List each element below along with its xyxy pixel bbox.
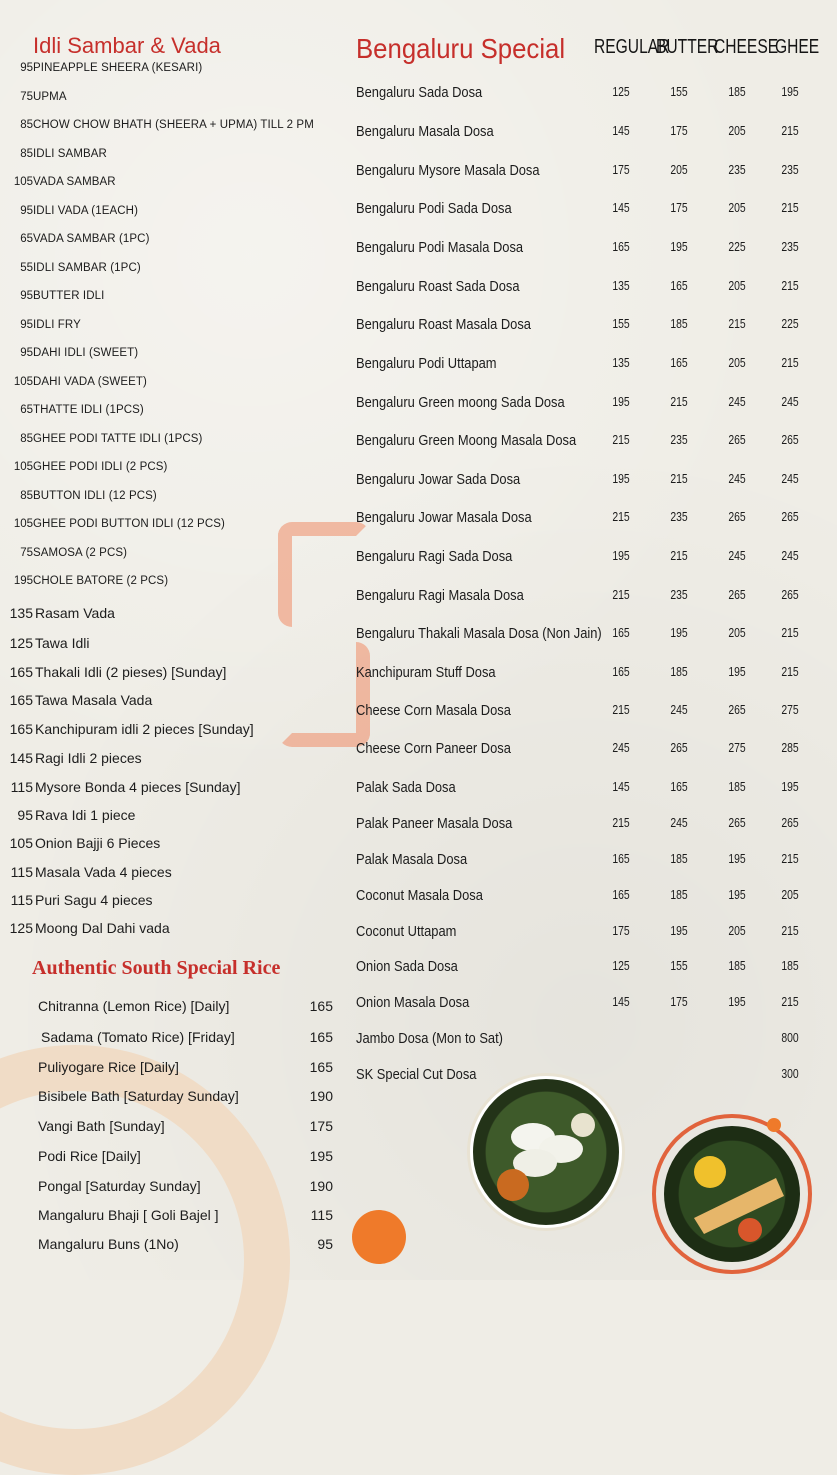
- dosa-name: Coconut Uttapam: [356, 923, 457, 940]
- item-price: 95: [20, 290, 33, 302]
- item-name: SAMOSA (2 PCS): [33, 546, 128, 559]
- item-price: 115: [10, 779, 33, 795]
- price-cell-regular: 215: [612, 509, 630, 524]
- price-cell-regular: 145: [612, 779, 630, 794]
- price-cell-ghee: 215: [781, 851, 799, 866]
- price-cell-ghee: 285: [781, 740, 799, 755]
- dosa-name: Onion Masala Dosa: [356, 994, 470, 1011]
- item-name: DAHI VADA (SWEET): [33, 375, 147, 388]
- list-item: [38, 998, 333, 1018]
- item-price: 75: [20, 90, 33, 103]
- price-cell-cheese: 245: [728, 471, 746, 486]
- table-row: [356, 923, 806, 945]
- price-cell-ghee: 215: [781, 664, 799, 679]
- dosa-name: Jambo Dosa (Mon to Sat): [356, 1030, 503, 1047]
- price-cell-regular: 125: [612, 958, 630, 973]
- price-cell-cheese: 265: [728, 702, 746, 717]
- item-name: Mysore Bonda 4 pieces [Sunday]: [35, 779, 241, 795]
- price-cell-ghee: 265: [781, 587, 799, 602]
- price-cell-butter: 175: [670, 994, 688, 1009]
- table-row: [356, 1030, 806, 1052]
- item-name: Masala Vada 4 pieces: [35, 864, 172, 880]
- price-cell-ghee: 215: [781, 355, 799, 370]
- price-cell-cheese: 195: [728, 887, 746, 902]
- item-price: 145: [9, 750, 33, 766]
- price-cell-butter: 235: [670, 587, 688, 602]
- price-cell-cheese: 205: [728, 625, 746, 640]
- dosa-name: Cheese Corn Masala Dosa: [356, 702, 511, 719]
- price-cell-regular: 145: [612, 994, 630, 1009]
- price-cell-cheese: 185: [728, 84, 746, 99]
- price-cell-butter: 155: [670, 958, 688, 973]
- item-price: 95: [17, 807, 33, 823]
- list-item: [38, 1178, 333, 1198]
- price-cell-ghee: 195: [781, 779, 799, 794]
- table-row: [356, 740, 806, 762]
- price-cell-regular: 165: [612, 664, 630, 679]
- price-cell-regular: 195: [612, 394, 630, 409]
- dosa-name: Bengaluru Jowar Sada Dosa: [356, 471, 521, 488]
- price-cell-cheese: 245: [728, 394, 746, 409]
- item-name: Sadama (Tomato Rice) [Friday]: [41, 1029, 235, 1045]
- item-price: 65: [20, 404, 33, 416]
- table-row: [356, 625, 806, 647]
- price-cell-cheese: 265: [728, 509, 746, 524]
- table-row: [356, 548, 806, 570]
- price-cell-regular: 165: [612, 625, 630, 640]
- column-header-cheese: CHEESE: [714, 36, 779, 58]
- price-cell-regular: 135: [612, 355, 630, 370]
- price-cell-butter: 185: [670, 316, 688, 331]
- dosa-name: Palak Sada Dosa: [356, 779, 456, 796]
- price-cell-regular: 165: [612, 887, 630, 902]
- price-cell-butter: 215: [670, 548, 688, 563]
- item-name: CHOLE BATORE (2 PCS): [33, 575, 169, 587]
- table-row: [356, 123, 806, 145]
- price-cell-ghee: 235: [781, 239, 799, 254]
- item-price: 95: [20, 318, 33, 331]
- item-name: Mangaluru Buns (1No): [38, 1236, 179, 1252]
- price-cell-regular: 215: [612, 432, 630, 447]
- item-name: UPMA: [33, 90, 67, 103]
- price-cell-regular: 125: [612, 84, 630, 99]
- price-cell-ghee: 195: [781, 84, 799, 99]
- item-price: 165: [309, 1029, 333, 1045]
- price-cell-butter: 265: [670, 740, 688, 755]
- item-name: CHOW CHOW BHATH (SHEERA + UPMA) TILL 2 PM: [33, 119, 314, 131]
- item-price: 115: [10, 892, 33, 908]
- dosa-name: Kanchipuram Stuff Dosa: [356, 664, 496, 681]
- price-cell-regular: 145: [612, 200, 630, 215]
- price-cell-ghee: 300: [781, 1066, 799, 1081]
- item-price: 115: [310, 1207, 333, 1223]
- item-name: GHEE PODI BUTTON IDLI (12 PCS): [33, 518, 225, 530]
- item-price: 95: [20, 347, 33, 359]
- idli-plate-image: [470, 1076, 622, 1228]
- item-name: Podi Rice [Daily]: [38, 1148, 141, 1164]
- price-cell-butter: 235: [670, 509, 688, 524]
- item-name: Onion Bajji 6 Pieces: [35, 835, 161, 851]
- item-name: IDLI SAMBAR (1PC): [33, 261, 141, 274]
- item-price: 165: [9, 692, 33, 708]
- price-cell-cheese: 195: [728, 994, 746, 1009]
- price-cell-butter: 215: [670, 394, 688, 409]
- item-name: IDLI FRY: [33, 318, 81, 331]
- price-cell-regular: 215: [612, 587, 630, 602]
- table-row: [356, 200, 806, 222]
- item-name: Mangaluru Bhaji [ Goli Bajel ]: [38, 1207, 219, 1223]
- price-cell-butter: 215: [670, 471, 688, 486]
- column-header-ghee: GHEE: [775, 36, 820, 58]
- price-cell-cheese: 235: [728, 162, 746, 177]
- dosa-name: Bengaluru Podi Uttapam: [356, 355, 497, 372]
- price-cell-butter: 165: [670, 779, 688, 794]
- price-cell-cheese: 195: [728, 664, 746, 679]
- dosa-name: Onion Sada Dosa: [356, 958, 458, 975]
- item-price: 175: [309, 1118, 333, 1134]
- dosa-name: Bengaluru Jowar Masala Dosa: [356, 509, 532, 526]
- item-price: 105: [13, 176, 33, 188]
- item-name: IDLI SAMBAR: [33, 147, 107, 160]
- price-cell-ghee: 215: [781, 123, 799, 138]
- price-cell-ghee: 205: [781, 887, 799, 902]
- item-price: 105: [13, 518, 33, 530]
- item-name: GHEE PODI IDLI (2 PCS): [33, 461, 168, 473]
- item-price: 95: [20, 62, 33, 74]
- price-cell-ghee: 265: [781, 509, 799, 524]
- item-price: 85: [20, 119, 33, 131]
- table-row: [356, 779, 806, 801]
- table-row: [356, 509, 806, 531]
- table-row: [356, 664, 806, 686]
- table-row: [356, 958, 806, 980]
- price-cell-butter: 195: [670, 923, 688, 938]
- table-row: [356, 471, 806, 493]
- list-item: [38, 1148, 333, 1168]
- dosa-name: Bengaluru Masala Dosa: [356, 123, 494, 140]
- price-cell-regular: 195: [612, 471, 630, 486]
- price-cell-regular: 135: [612, 278, 630, 293]
- item-price: 135: [9, 605, 33, 621]
- table-row: [356, 851, 806, 873]
- price-cell-butter: 185: [670, 851, 688, 866]
- item-name: PINEAPPLE SHEERA (KESARI): [33, 62, 203, 74]
- table-row: [356, 887, 806, 909]
- list-item: [38, 1207, 333, 1227]
- item-name: VADA SAMBAR (1PC): [33, 233, 150, 245]
- price-cell-ghee: 215: [781, 625, 799, 640]
- price-cell-ghee: 215: [781, 200, 799, 215]
- item-name: Pongal [Saturday Sunday]: [38, 1178, 201, 1194]
- price-cell-cheese: 215: [728, 316, 746, 331]
- price-cell-cheese: 195: [728, 851, 746, 866]
- item-price: 105: [13, 461, 33, 473]
- list-item: [38, 1088, 333, 1108]
- table-row: [356, 394, 806, 416]
- price-cell-butter: 205: [670, 162, 688, 177]
- price-cell-regular: 165: [612, 239, 630, 254]
- price-cell-cheese: 245: [728, 548, 746, 563]
- price-cell-butter: 175: [670, 200, 688, 215]
- list-item: [38, 1059, 333, 1079]
- item-price: 115: [10, 864, 33, 880]
- table-row: [356, 815, 806, 837]
- dosa-name: Bengaluru Sada Dosa: [356, 84, 483, 101]
- price-cell-ghee: 245: [781, 548, 799, 563]
- item-price: 105: [13, 375, 33, 388]
- dosa-name: Bengaluru Podi Masala Dosa: [356, 239, 524, 256]
- price-cell-cheese: 265: [728, 815, 746, 830]
- price-cell-regular: 175: [612, 923, 630, 938]
- table-row: [356, 316, 806, 338]
- item-price: 65: [20, 233, 33, 245]
- item-price: 85: [20, 147, 33, 160]
- column-header-butter: BUTTER: [656, 36, 719, 58]
- item-name: Tawa Masala Vada: [35, 692, 153, 708]
- price-cell-butter: 245: [670, 702, 688, 717]
- price-cell-cheese: 205: [728, 200, 746, 215]
- item-price: 75: [20, 546, 33, 559]
- price-cell-ghee: 215: [781, 994, 799, 1009]
- item-name: DAHI IDLI (SWEET): [33, 347, 139, 359]
- item-name: BUTTON IDLI (12 PCS): [33, 489, 157, 502]
- item-price: 190: [309, 1178, 333, 1194]
- item-name: Puri Sagu 4 pieces: [35, 892, 153, 908]
- item-price: 125: [9, 635, 33, 651]
- price-cell-cheese: 205: [728, 123, 746, 138]
- list-item: [38, 1236, 333, 1256]
- item-name: Rava Idi 1 piece: [35, 807, 136, 823]
- price-cell-regular: 175: [612, 162, 630, 177]
- price-cell-regular: 245: [612, 740, 630, 755]
- dosa-name: Palak Paneer Masala Dosa: [356, 815, 513, 832]
- price-cell-regular: 155: [612, 316, 630, 331]
- dosa-name: Cheese Corn Paneer Dosa: [356, 740, 511, 757]
- price-cell-butter: 185: [670, 887, 688, 902]
- price-cell-ghee: 245: [781, 471, 799, 486]
- price-cell-cheese: 225: [728, 239, 746, 254]
- list-item: [38, 1118, 333, 1138]
- table-row: [356, 432, 806, 454]
- table-row: [356, 702, 806, 724]
- column-header-regular: REGULAR: [594, 36, 670, 58]
- section-title-rice: Authentic South Special Rice: [32, 957, 281, 979]
- price-cell-regular: 215: [612, 702, 630, 717]
- table-row: [356, 587, 806, 609]
- price-cell-ghee: 265: [781, 815, 799, 830]
- price-cell-regular: 145: [612, 123, 630, 138]
- item-name: Vangi Bath [Sunday]: [38, 1118, 165, 1134]
- item-name: Moong Dal Dahi vada: [35, 920, 170, 936]
- table-row: [356, 355, 806, 377]
- decorative-small-dot: [767, 1118, 781, 1132]
- price-cell-cheese: 185: [728, 958, 746, 973]
- dosa-name: Bengaluru Green Moong Masala Dosa: [356, 432, 577, 449]
- item-price: 195: [13, 575, 33, 587]
- item-name: Tawa Idli: [35, 635, 90, 651]
- price-cell-ghee: 185: [781, 958, 799, 973]
- price-cell-butter: 195: [670, 239, 688, 254]
- price-cell-cheese: 205: [728, 923, 746, 938]
- item-price: 105: [9, 835, 33, 851]
- dosa-plate-image: [664, 1126, 800, 1262]
- dosa-name: Bengaluru Podi Sada Dosa: [356, 200, 512, 217]
- price-cell-ghee: 235: [781, 162, 799, 177]
- table-row: [356, 84, 806, 106]
- decorative-dot: [352, 1210, 406, 1264]
- dosa-name: Bengaluru Mysore Masala Dosa: [356, 162, 540, 179]
- price-cell-cheese: 205: [728, 355, 746, 370]
- dosa-name: Bengaluru Roast Masala Dosa: [356, 316, 531, 333]
- item-name: BUTTER IDLI: [33, 290, 105, 302]
- item-name: Chitranna (Lemon Rice) [Daily]: [38, 998, 230, 1014]
- dosa-name: Bengaluru Thakali Masala Dosa (Non Jain): [356, 625, 602, 642]
- price-cell-butter: 235: [670, 432, 688, 447]
- item-name: IDLI VADA (1EACH): [33, 204, 139, 217]
- price-cell-regular: 215: [612, 815, 630, 830]
- section-title-bengaluru: Bengaluru Special: [356, 33, 566, 64]
- price-cell-butter: 185: [670, 664, 688, 679]
- dosa-name: Coconut Masala Dosa: [356, 887, 483, 904]
- dosa-name: SK Special Cut Dosa: [356, 1066, 477, 1083]
- price-cell-butter: 175: [670, 123, 688, 138]
- price-cell-butter: 195: [670, 625, 688, 640]
- table-row: [356, 278, 806, 300]
- item-name: THATTE IDLI (1PCS): [33, 404, 144, 416]
- item-price: 190: [309, 1088, 333, 1104]
- price-cell-cheese: 265: [728, 587, 746, 602]
- item-name: Kanchipuram idli 2 pieces [Sunday]: [35, 721, 254, 737]
- price-cell-butter: 165: [670, 278, 688, 293]
- table-row: [356, 239, 806, 261]
- item-name: Puliyogare Rice [Daily]: [38, 1059, 179, 1075]
- item-price: 85: [20, 489, 33, 502]
- price-cell-cheese: 205: [728, 278, 746, 293]
- table-row: [356, 994, 806, 1016]
- dosa-name: Bengaluru Roast Sada Dosa: [356, 278, 520, 295]
- dosa-name: Bengaluru Green moong Sada Dosa: [356, 394, 565, 411]
- dosa-name: Bengaluru Ragi Masala Dosa: [356, 587, 524, 604]
- item-price: 165: [309, 998, 333, 1014]
- item-price: 125: [9, 920, 33, 936]
- item-price: 195: [309, 1148, 333, 1164]
- price-cell-cheese: 275: [728, 740, 746, 755]
- price-cell-butter: 165: [670, 355, 688, 370]
- item-price: 95: [317, 1236, 333, 1252]
- item-price: 55: [20, 261, 33, 274]
- price-cell-ghee: 800: [781, 1030, 799, 1045]
- price-cell-butter: 155: [670, 84, 688, 99]
- item-name: Rasam Vada: [35, 605, 115, 621]
- list-item: [38, 1029, 333, 1049]
- dosa-name: Bengaluru Ragi Sada Dosa: [356, 548, 513, 565]
- price-cell-cheese: 265: [728, 432, 746, 447]
- item-price: 95: [20, 204, 33, 217]
- price-cell-ghee: 275: [781, 702, 799, 717]
- price-cell-butter: 245: [670, 815, 688, 830]
- item-name: Ragi Idli 2 pieces: [35, 750, 142, 766]
- price-cell-ghee: 225: [781, 316, 799, 331]
- price-cell-regular: 195: [612, 548, 630, 563]
- price-cell-ghee: 215: [781, 923, 799, 938]
- item-price: 165: [309, 1059, 333, 1075]
- price-cell-regular: 165: [612, 851, 630, 866]
- item-name: Thakali Idli (2 pieses) [Sunday]: [35, 664, 227, 680]
- item-price: 85: [20, 432, 33, 445]
- price-cell-ghee: 265: [781, 432, 799, 447]
- table-row: [356, 1066, 806, 1088]
- price-cell-ghee: 215: [781, 278, 799, 293]
- price-cell-ghee: 245: [781, 394, 799, 409]
- item-price: 165: [9, 721, 33, 737]
- item-name: Bisibele Bath [Saturday Sunday]: [38, 1088, 239, 1104]
- price-cell-cheese: 185: [728, 779, 746, 794]
- section-title-idli: Idli Sambar & Vada: [33, 33, 221, 58]
- table-row: [356, 162, 806, 184]
- item-name: GHEE PODI TATTE IDLI (1PCS): [33, 432, 203, 445]
- item-name: VADA SAMBAR: [33, 176, 116, 188]
- item-price: 165: [9, 664, 33, 680]
- dosa-name: Palak Masala Dosa: [356, 851, 468, 868]
